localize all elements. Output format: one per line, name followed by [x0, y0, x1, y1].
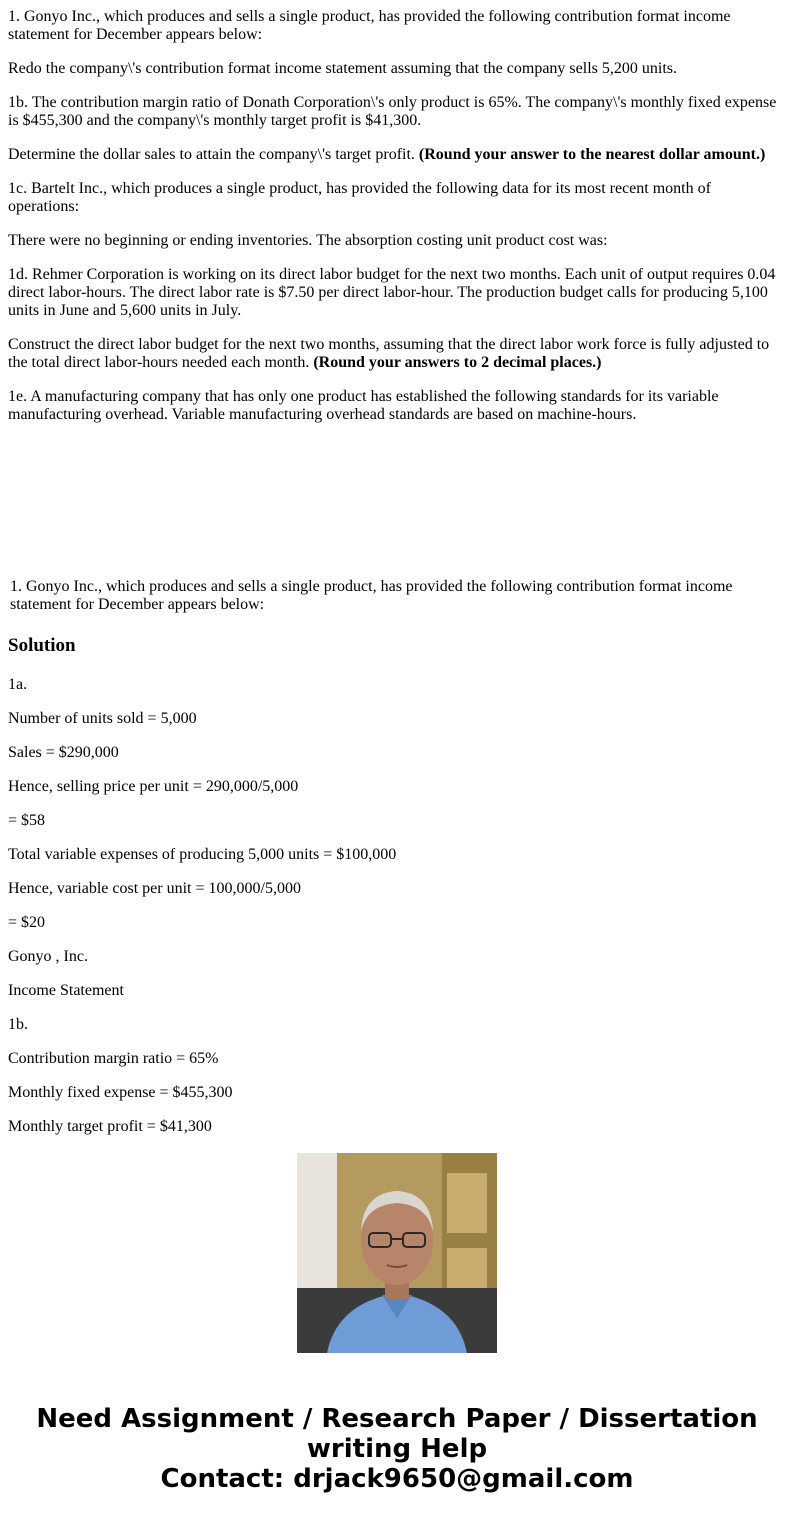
solution-line: Hence, selling price per unit = 290,000/5,000 [8, 778, 299, 795]
question-1-redo: Redo the company\'s contribution format income statement assuming that the company sells 5,200 units. [8, 60, 677, 77]
solution-line: Sales = $290,000 [8, 744, 119, 761]
question-1: 1. Gonyo Inc., which produces and sells a single product, has provided the following contribution format income statement for December appears below: [8, 8, 731, 43]
promo-line-1: Need Assignment / Research Paper / Dissertation [36, 1404, 758, 1434]
question-1b-rounding-note: (Round your answer to the nearest dollar amount.) [418, 146, 766, 163]
solution-line: Monthly target profit = $41,300 [8, 1118, 212, 1135]
question-1b: 1b. The contribution margin ratio of Donath Corporation\'s only product is 65%. The company\'s monthly fixed expense is $455,300 and the company\'s monthly target profit is $41,300. [8, 94, 777, 129]
solution-heading: Solution [8, 635, 76, 656]
solution-line: Monthly fixed expense = $455,300 [8, 1084, 233, 1101]
solution-line: Hence, variable cost per unit = 100,000/5,000 [8, 880, 301, 897]
question-block [8, 8, 786, 440]
question-1d-instruction-text: Construct the direct labor budget for the next two months, assuming that the direct labor work force is fully adjusted to the total direct labor-hours needed each month. [8, 336, 770, 371]
repeat-question-text: 1. Gonyo Inc., which produces and sells a single product, has provided the following contribution format income statement for December appears below: [10, 578, 733, 613]
question-1c-note: There were no beginning or ending inventories. The absorption costing unit product cost was: [8, 232, 608, 249]
solution-line: Total variable expenses of producing 5,000 units = $100,000 [8, 846, 397, 863]
tutor-portrait-image [297, 1153, 497, 1353]
promo-line-2: writing Help [306, 1434, 488, 1464]
question-1d: 1d. Rehmer Corporation is working on its direct labor budget for the next two months. Each unit of output requires 0.04 direct labor-hours. The direct labor rate is $7.50 per direct labor-hour. The production budget calls for producing 5,100 units in June and 5,600 units in July. [8, 266, 776, 319]
solution-line: Gonyo , Inc. [8, 948, 88, 965]
promo-banner [0, 1404, 794, 1494]
solution-line: = $20 [8, 914, 46, 931]
avatar-panel-inset [447, 1173, 487, 1233]
question-1c: 1c. Bartelt Inc., which produces a single product, has provided the following data for its most recent month of operations: [8, 180, 711, 215]
question-1e: 1e. A manufacturing company that has only one product has established the following standards for its variable manufacturing overhead. Variable manufacturing overhead standards are based on machine-hours. [8, 388, 719, 423]
question-1b-instruction-text: Determine the dollar sales to attain the company\'s target profit. [8, 146, 419, 163]
solution-area [8, 634, 786, 1135]
solution-line: = $58 [8, 812, 46, 829]
solution-line: Contribution margin ratio = 65% [8, 1050, 219, 1067]
solution-line: Number of units sold = 5,000 [8, 710, 197, 727]
repeat-question [10, 578, 780, 614]
question-1d-instruction [8, 336, 786, 372]
solution-line: Income Statement [8, 982, 124, 999]
tutor-avatar [297, 1153, 497, 1353]
question-1b-instruction [8, 146, 786, 164]
question-1d-rounding-note: (Round your answers to 2 decimal places.) [313, 354, 602, 371]
solution-line: 1a. [8, 676, 28, 693]
solution-line: 1b. [8, 1016, 28, 1033]
promo-contact: Contact: drjack9650@gmail.com [160, 1464, 634, 1494]
